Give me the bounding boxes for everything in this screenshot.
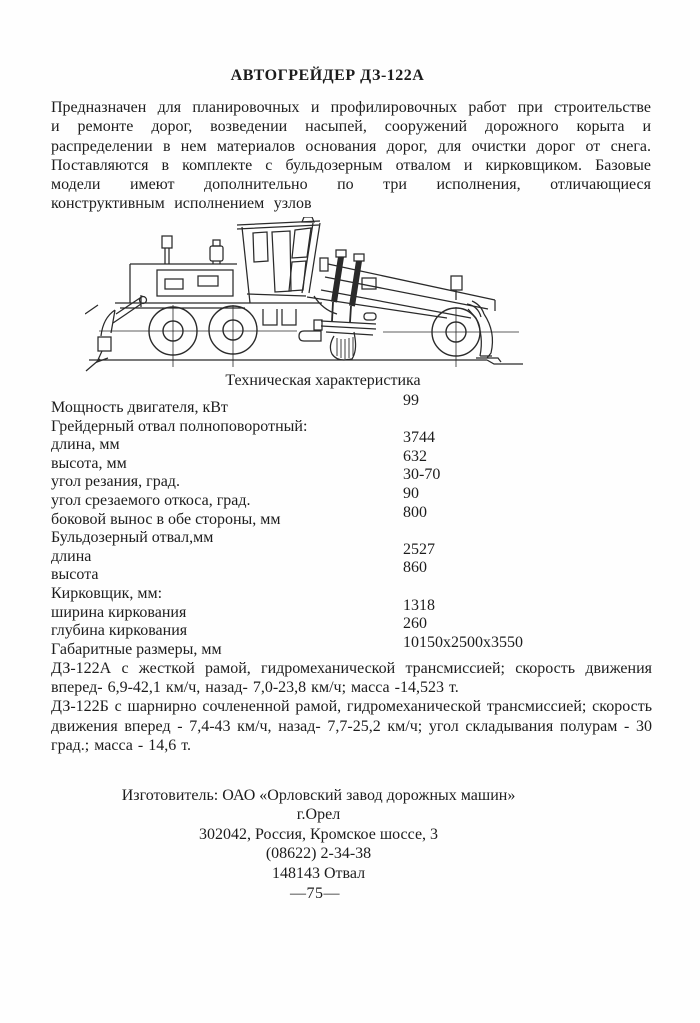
- spec-row: [51, 585, 652, 604]
- spec-value: 99: [403, 392, 419, 409]
- page-number: —75—: [290, 885, 340, 902]
- manufacturer-block: [0, 786, 637, 883]
- figure-caption: Техническая характеристика: [225, 372, 421, 389]
- spec-label: Габаритные размеры, мм: [51, 640, 222, 658]
- spec-row: [51, 503, 652, 530]
- variant-paragraph-dz122b: ДЗ-122Б с шарнирно сочлененной рамой, гидромеханической трансмиссией; скорость движения вперед - 7,4-43 км/ч, назад- 7,7-25,2 км/ч; угол складывания полурам - 30 град.; масса - 14,6 т.: [51, 698, 652, 754]
- motor-grader-drawing: [85, 217, 525, 393]
- spec-label: ширина киркования: [51, 603, 187, 621]
- spec-label: Кирковщик, мм:: [51, 584, 163, 602]
- spec-value: 30-70: [403, 466, 441, 484]
- spec-label: длина, мм: [51, 436, 120, 454]
- manufacturer-address: 302042, Россия, Кромское шоссе, 3: [198, 825, 439, 843]
- spec-value: 800: [403, 503, 427, 521]
- spec-label: высота, мм: [51, 454, 127, 472]
- spec-row: [51, 596, 652, 623]
- manufacturer-telex: 148143 Отвал: [271, 864, 366, 882]
- spec-row: [51, 418, 652, 437]
- spec-value: 860: [403, 559, 427, 577]
- spec-row: [51, 466, 652, 492]
- spec-value: 632: [403, 447, 427, 465]
- spec-row: [51, 615, 652, 641]
- spec-label: Мощность двигателя, кВт: [51, 399, 228, 416]
- spec-value: 3744: [403, 429, 435, 447]
- page-title: АВТОГРЕЙДЕР ДЗ-122А: [230, 67, 425, 84]
- spec-label: глубина киркования: [51, 622, 188, 640]
- spec-row: [51, 392, 652, 418]
- spec-label: угол срезаемого откоса, град.: [51, 491, 251, 509]
- spec-row: [51, 429, 652, 455]
- spec-label: высота: [51, 566, 99, 584]
- spec-row: [51, 559, 652, 585]
- spec-value: 10150х2500х3550: [403, 633, 523, 651]
- spec-label: длина: [51, 547, 92, 565]
- spec-value: 1318: [403, 596, 435, 614]
- spec-row: [51, 529, 652, 548]
- spec-label: Грейдерный отвал полноповоротный:: [51, 417, 308, 435]
- spec-label: угол резания, град.: [51, 473, 180, 491]
- spec-label: Бульдозерный отвал,мм: [51, 529, 214, 547]
- manufacturer-city: г.Орел: [296, 806, 341, 824]
- intro-paragraph: Предназначен для планировочных и профилировочных работ при строительстве и ремонте дорог, возведении насыпей, сооружений дорожного корыта и распределении в нем материалов основания дорог, для очистки дорог от снега. Поставляются в комплекте с бульдозерным отвалом и кирковщиком. Базовые модели имеют дополнительно по три исполнения, отличающиеся конструктивным исполнением узлов: [51, 99, 651, 213]
- spec-value: 260: [403, 615, 427, 633]
- spec-row: [51, 540, 652, 567]
- manufacturer-name: Изготовитель: ОАО «Орловский завод дорожных машин»: [121, 787, 516, 804]
- variant-paragraph-dz122a: ДЗ-122А с жесткой рамой, гидромеханической трансмиссией; скорость движения вперед- 6,9-42,1 км/ч, назад- 7,0-23,8 км/ч; масса -14,523 т.: [51, 660, 652, 697]
- spec-row: [51, 633, 652, 660]
- spec-value: 90: [403, 484, 419, 502]
- model-variants: [51, 659, 652, 755]
- spec-value: 2527: [403, 540, 435, 558]
- spec-label: боковой вынос в обе стороны, мм: [51, 510, 281, 528]
- spec-row: [51, 484, 652, 511]
- spec-row: [51, 447, 652, 474]
- spec-table: [51, 392, 652, 659]
- manufacturer-phone: (08622) 2-34-38: [265, 845, 372, 863]
- motor-grader-figure: [85, 217, 525, 393]
